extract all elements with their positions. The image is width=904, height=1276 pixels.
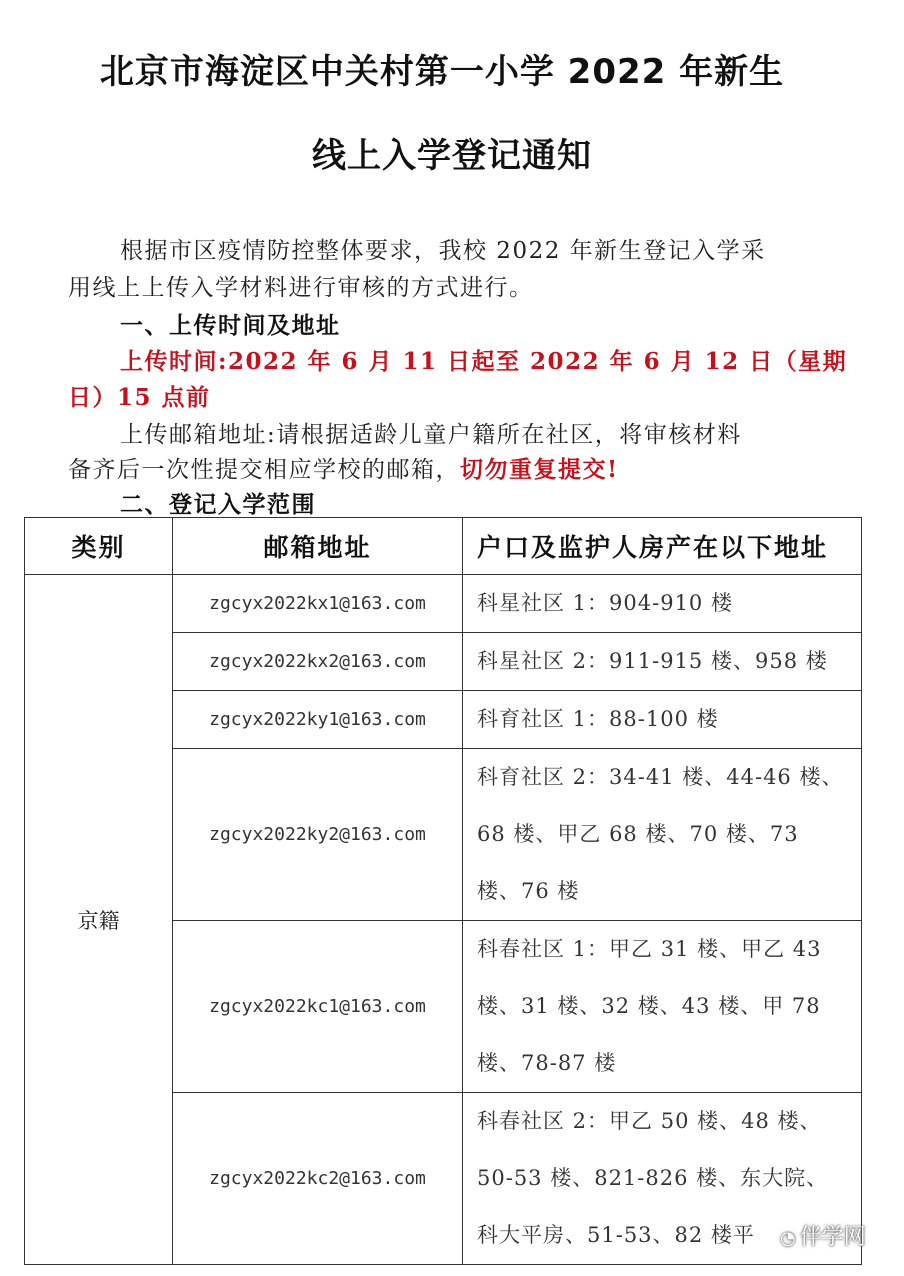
email-cell: zgcyx2022ky1@163.com <box>173 691 463 749</box>
email-note-line-2 <box>68 451 619 484</box>
section1-heading: 一、上传时间及地址 <box>120 312 341 339</box>
notice-title-line2: 线上入学登记通知 <box>312 136 592 176</box>
email-cell: zgcyx2022kx1@163.com <box>173 575 463 633</box>
email-note-text: 备齐后一次性提交相应学校的邮箱， <box>68 457 460 483</box>
email-cell: zgcyx2022kc1@163.com <box>173 921 463 1093</box>
address-cell: 科育社区 2：34-41 楼、44-46 楼、68 楼、甲乙 68 楼、70 楼、73 楼、76 楼 <box>463 749 862 921</box>
upload-time-line-1: 上传时间:2022 年 6 月 11 日起至 2022 年 6 月 12 日（星期 <box>120 348 848 375</box>
upload-time-line-2: 日）15 点前 <box>68 384 211 411</box>
address-cell: 科春社区 2：甲乙 50 楼、48 楼、50-53 楼、821-826 楼、东大院、科大平房、51-53、82 楼平 <box>463 1093 862 1265</box>
email-note-line-1: 上传邮箱地址:请根据适龄儿童户籍所在社区，将审核材料 <box>120 422 742 448</box>
address-cell: 科星社区 1：904-910 楼 <box>463 575 862 633</box>
address-cell: 科育社区 1：88-100 楼 <box>463 691 862 749</box>
registration-table <box>24 517 862 1265</box>
intro-line-1: 根据市区疫情防控整体要求，我校 2022 年新生登记入学采 <box>120 238 766 264</box>
address-cell: 科星社区 2：911-915 楼、958 楼 <box>463 633 862 691</box>
notice-title-line1: 北京市海淀区中关村第一小学 2022 年新生 <box>99 52 785 92</box>
header-category: 类别 <box>25 518 173 575</box>
email-note-warning: 切勿重复提交! <box>460 456 619 483</box>
intro-line-2: 用线上上传入学材料进行审核的方式进行。 <box>68 275 534 301</box>
table-row <box>25 575 862 633</box>
header-email: 邮箱地址 <box>173 518 463 575</box>
section2-heading: 二、登记入学范围 <box>120 491 316 518</box>
watermark <box>780 1220 866 1251</box>
wechat-icon: ◔ <box>780 1228 796 1249</box>
email-cell: zgcyx2022ky2@163.com <box>173 749 463 921</box>
email-cell: zgcyx2022kx2@163.com <box>173 633 463 691</box>
email-cell: zgcyx2022kc2@163.com <box>173 1093 463 1265</box>
category-cell: 京籍 <box>25 575 173 1265</box>
header-address: 户口及监护人房产在以下地址 <box>463 518 862 575</box>
watermark-text: 伴学网 <box>799 1225 866 1250</box>
address-cell: 科春社区 1：甲乙 31 楼、甲乙 43 楼、31 楼、32 楼、43 楼、甲 78 楼、78-87 楼 <box>463 921 862 1093</box>
